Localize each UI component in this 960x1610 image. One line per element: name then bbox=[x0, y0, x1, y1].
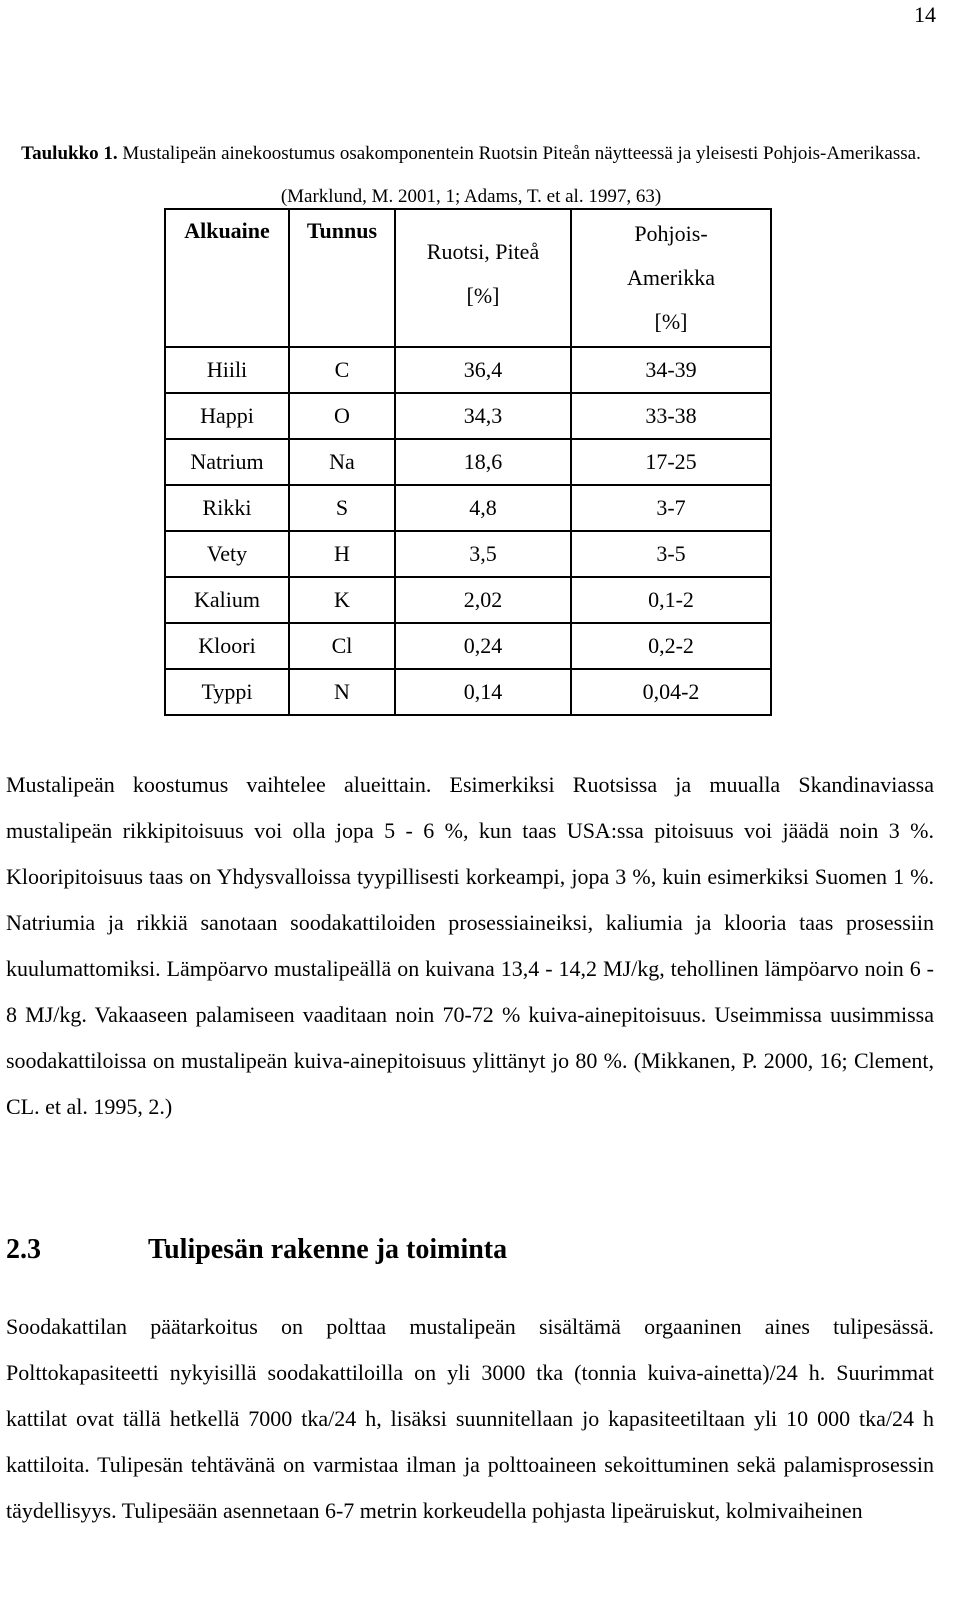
cell-pa: 0,1-2 bbox=[571, 577, 771, 623]
cell-symbol: Cl bbox=[289, 623, 395, 669]
cell-element: Happi bbox=[165, 393, 289, 439]
cell-ruotsi: 0,24 bbox=[395, 623, 571, 669]
table-row bbox=[165, 439, 771, 485]
cell-element: Typpi bbox=[165, 669, 289, 715]
table-row bbox=[165, 623, 771, 669]
cell-element: Rikki bbox=[165, 485, 289, 531]
table-row bbox=[165, 577, 771, 623]
cell-element: Natrium bbox=[165, 439, 289, 485]
table-row bbox=[165, 393, 771, 439]
cell-element: Hiili bbox=[165, 347, 289, 393]
table-row bbox=[165, 347, 771, 393]
cell-pa: 0,04-2 bbox=[571, 669, 771, 715]
header-symbol: Tunnus bbox=[289, 209, 395, 347]
table-row bbox=[165, 669, 771, 715]
header-pohjois-amerikka: Pohjois- Amerikka [%] bbox=[571, 209, 771, 347]
page-number: 14 bbox=[914, 2, 936, 27]
caption-label: Taulukko 1. bbox=[21, 143, 118, 164]
cell-ruotsi: 3,5 bbox=[395, 531, 571, 577]
cell-pa: 34-39 bbox=[571, 347, 771, 393]
cell-ruotsi: 4,8 bbox=[395, 485, 571, 531]
cell-element: Vety bbox=[165, 531, 289, 577]
table-header-row bbox=[165, 209, 771, 347]
header-element: Alkuaine bbox=[165, 209, 289, 347]
cell-symbol: N bbox=[289, 669, 395, 715]
cell-pa: 33-38 bbox=[571, 393, 771, 439]
table-row bbox=[165, 531, 771, 577]
cell-ruotsi: 18,6 bbox=[395, 439, 571, 485]
cell-ruotsi: 2,02 bbox=[395, 577, 571, 623]
cell-symbol: H bbox=[289, 531, 395, 577]
paragraph-furnace: Soodakattilan päätarkoitus on polttaa mustalipeän sisältämä orgaaninen aines tulipesässä. Polttokapasiteetti nykyisillä soodakattiloilla on yli 3000 tka (tonnia kuiva-ainetta)/24 h. Suurimmat kattilat ovat tällä hetkellä 7000 tka/24 h, lisäksi suunnitellaan jo kapasiteetiltaan yli 10 000 tka/24 h kattiloita. Tulipesän tehtävänä on varmistaa ilman ja polttoaineen sekoittuminen sekä palamisprosessin täydellisyys. Tulipesään asennetaan 6-7 metrin korkeudella pohjasta lipeäruiskut, kolmivaiheinen bbox=[6, 1314, 934, 1523]
composition-table bbox=[164, 208, 772, 716]
cell-symbol: O bbox=[289, 393, 395, 439]
cell-symbol: S bbox=[289, 485, 395, 531]
table-row bbox=[165, 485, 771, 531]
cell-ruotsi: 34,3 bbox=[395, 393, 571, 439]
cell-pa: 17-25 bbox=[571, 439, 771, 485]
cell-pa: 3-7 bbox=[571, 485, 771, 531]
caption-text: Mustalipeän ainekoostumus osakomponentein Ruotsin Piteån näytteessä ja yleisesti Pohjois-Amerikassa. (Marklund, M. 2001, 1; Adams, T. et al. 1997, 63) bbox=[117, 143, 921, 207]
section-title: Tulipesän rakenne ja toiminta bbox=[148, 1234, 508, 1265]
cell-symbol: C bbox=[289, 347, 395, 393]
cell-pa: 3-5 bbox=[571, 531, 771, 577]
section-number: 2.3 bbox=[6, 1234, 41, 1265]
cell-pa: 0,2-2 bbox=[571, 623, 771, 669]
header-ruotsi: Ruotsi, Piteå [%] bbox=[395, 209, 571, 347]
cell-element: Kloori bbox=[165, 623, 289, 669]
cell-ruotsi: 36,4 bbox=[395, 347, 571, 393]
cell-symbol: K bbox=[289, 577, 395, 623]
table-caption bbox=[6, 132, 936, 218]
cell-symbol: Na bbox=[289, 439, 395, 485]
cell-ruotsi: 0,14 bbox=[395, 669, 571, 715]
section-heading bbox=[6, 1228, 934, 1272]
paragraph-composition: Mustalipeän koostumus vaihtelee alueittain. Esimerkiksi Ruotsissa ja muualla Skandinaviassa mustalipeän rikkipitoisuus voi olla jopa 5 - 6 %, kun taas USA:ssa pitoisuus voi jäädä noin 3 %. Klooripitoisuus taas on Yhdysvalloissa tyypillisesti korkeampi, jopa 3 %, kuin esimerkiksi Suomen 1 %. Natriumia ja rikkiä sanotaan soodakattiloiden prosessiaineiksi, kaliumia ja klooria taas prosessiin kuulumattomiksi. Lämpöarvo mustalipeällä on kuivana 13,4 - 14,2 MJ/kg, tehollinen lämpöarvo noin 6 - 8 MJ/kg. Vakaaseen palamiseen vaaditaan noin 70-72 % kuiva-ainepitoisuus. Useimmissa uusimmissa soodakattiloissa on mustalipeän kuiva-ainepitoisuus ylittänyt jo 80 %. (Mikkanen, P. 2000, 16; Clement, CL. et al. 1995, 2.) bbox=[6, 772, 934, 1119]
cell-element: Kalium bbox=[165, 577, 289, 623]
